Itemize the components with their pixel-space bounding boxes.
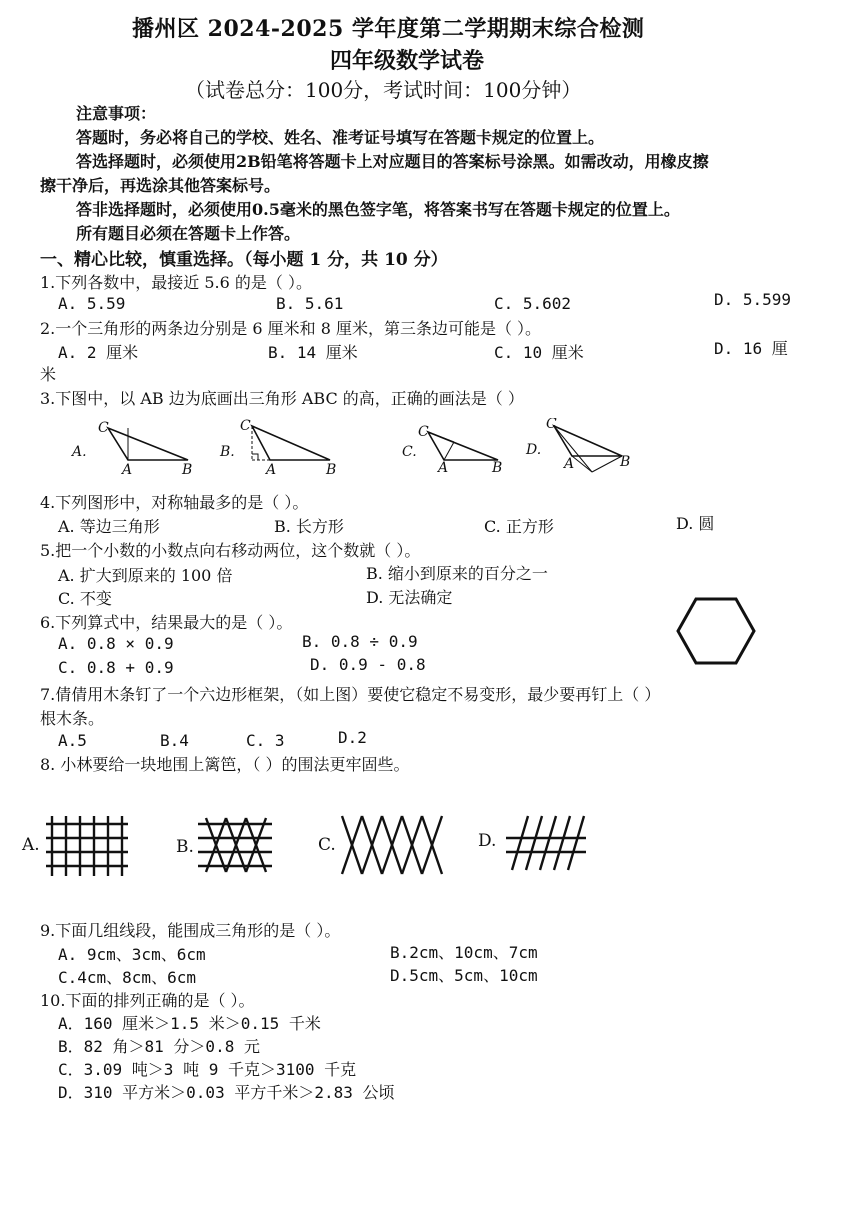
question-7-option-d: D.2 [338, 728, 367, 747]
question-8-fence-figures [20, 808, 600, 882]
point-label: B [620, 454, 631, 470]
question-5-option-b: B. 缩小到原来的百分之一 [366, 564, 548, 583]
question-5-stem: 5.把一个小数的小数点向右移动两位，这个数就（ ）。 [40, 541, 421, 560]
question-10-option-a: A．160 厘米＞1.5 米＞0.15 千米 [58, 1014, 321, 1033]
question-9-option-c: C.4cm、8cm、6cm [58, 968, 196, 987]
question-5-option-d: D. 无法确定 [366, 588, 453, 607]
notice-line-2b: 擦干净后，再选涂其他答案标号。 [40, 176, 281, 195]
point-label: B [492, 460, 503, 476]
section-heading: 一、精心比较，慎重选择。（每小题 1 分，共 10 分） [40, 250, 448, 270]
question-6-option-b: B. 0.8 ÷ 0.9 [302, 632, 418, 651]
notice-heading: 注意事项： [76, 104, 157, 123]
question-1-stem: 1.下列各数中，最接近 5.6 的是（ ）。 [40, 273, 312, 292]
figure-label-b: B. [220, 444, 235, 460]
question-1-option-b: B. 5.61 [276, 294, 344, 313]
hexagon-frame-figure [676, 596, 756, 666]
question-10-option-c: C．3.09 吨＞3 吨 9 千克＞3100 千克 [58, 1060, 357, 1079]
fence-label-a: A. [22, 835, 40, 855]
question-2-option-a: A. 2 厘米 [58, 343, 139, 362]
exam-title: 播州区 2024-2025 学年度第二学期期末综合检测 [132, 16, 645, 42]
question-7-option-b: B.4 [160, 731, 189, 750]
question-2-option-d-continued: 米 [40, 365, 57, 384]
point-label: A [122, 462, 133, 478]
figure-label-d: D. [526, 442, 542, 458]
question-4-option-b: B. 长方形 [274, 517, 344, 536]
point-label: C [418, 424, 429, 440]
question-7-stem: 7.倩倩用木条钉了一个六边形框架，（如上图）要使它稳定不易变形，最少要再钉上（ ） [40, 685, 661, 704]
notice-line-2a: 答选择题时，必须使用2B铅笔将答题卡上对应题目的答案标号涂黑。如需改动，用橡皮擦 [76, 152, 709, 171]
question-6-option-a: A. 0.8 × 0.9 [58, 634, 174, 653]
question-4-stem: 4.下列图形中，对称轴最多的是（ ）。 [40, 493, 309, 512]
notice-line-1: 答题时，务必将自己的学校、姓名、准考证号填写在答题卡规定的位置上。 [76, 128, 605, 147]
question-2-option-d: D. 16 厘 [714, 339, 788, 358]
question-3-triangle-figures [60, 418, 640, 480]
question-9-stem: 9.下面几组线段，能围成三角形的是（ ）。 [40, 921, 341, 940]
question-4-option-c: C. 正方形 [484, 517, 554, 536]
question-9-option-b: B.2cm、10cm、7cm [390, 943, 538, 962]
question-3-stem: 3.下图中，以 AB 边为底画出三角形 ABC 的高，正确的画法是（ ） [40, 389, 524, 408]
question-6-stem: 6.下列算式中，结果最大的是（ ）。 [40, 613, 293, 632]
question-6-option-c: C. 0.8 + 0.9 [58, 658, 174, 677]
fence-label-b: B. [176, 837, 194, 857]
point-label: C [546, 418, 557, 432]
question-2-option-b: B. 14 厘米 [268, 343, 358, 362]
question-8-stem: 8. 小林要给一块地围上篱笆，（ ）的围法更牢固些。 [40, 755, 410, 774]
point-label: A [266, 462, 277, 478]
question-2-stem: 2.一个三角形的两条边分别是 6 厘米和 8 厘米，第三条边可能是（ ）。 [40, 319, 542, 338]
notice-line-4: 所有题目必须在答题卡上作答。 [76, 224, 301, 243]
question-6-option-d: D. 0.9 - 0.8 [310, 655, 426, 674]
exam-info: （试卷总分：100分，考试时间：100分钟） [185, 78, 582, 102]
fence-label-d: D. [478, 831, 497, 851]
question-7-stem-continued: 根木条。 [40, 709, 105, 728]
exam-subtitle: 四年级数学试卷 [330, 48, 485, 74]
point-label: B [326, 462, 337, 478]
question-4-option-d: D. 圆 [676, 514, 715, 533]
notice-line-3: 答非选择题时，必须使用0.5毫米的黑色签字笔，将答案书写在答题卡规定的位置上。 [76, 200, 680, 219]
question-1-option-d: D. 5.599 [714, 290, 792, 309]
figure-label-c: C. [402, 444, 417, 460]
question-1-option-a: A. 5.59 [58, 294, 126, 313]
question-10-option-d: D．310 平方米＞0.03 平方千米＞2.83 公顷 [58, 1083, 395, 1102]
question-10-option-b: B．82 角＞81 分＞0.8 元 [58, 1037, 260, 1056]
question-4-option-a: A. 等边三角形 [58, 517, 160, 536]
point-label: A [438, 460, 449, 476]
question-5-option-a: A. 扩大到原来的 100 倍 [58, 566, 233, 585]
question-10-stem: 10.下面的排列正确的是（ ）。 [40, 991, 255, 1010]
question-2-option-c: C. 10 厘米 [494, 343, 584, 362]
figure-label-a: A. [72, 444, 87, 460]
question-7-option-c: C. 3 [246, 731, 285, 750]
question-7-option-a: A.5 [58, 731, 87, 750]
point-label: A [564, 456, 575, 472]
question-9-option-d: D.5cm、5cm、10cm [390, 966, 538, 985]
question-1-option-c: C. 5.602 [494, 294, 572, 313]
point-label: B [182, 462, 193, 478]
point-label: C [240, 418, 251, 434]
question-5-option-c: C. 不变 [58, 589, 112, 608]
fence-label-c: C. [318, 835, 336, 855]
point-label: C [98, 420, 109, 436]
question-9-option-a: A. 9cm、3cm、6cm [58, 945, 206, 964]
